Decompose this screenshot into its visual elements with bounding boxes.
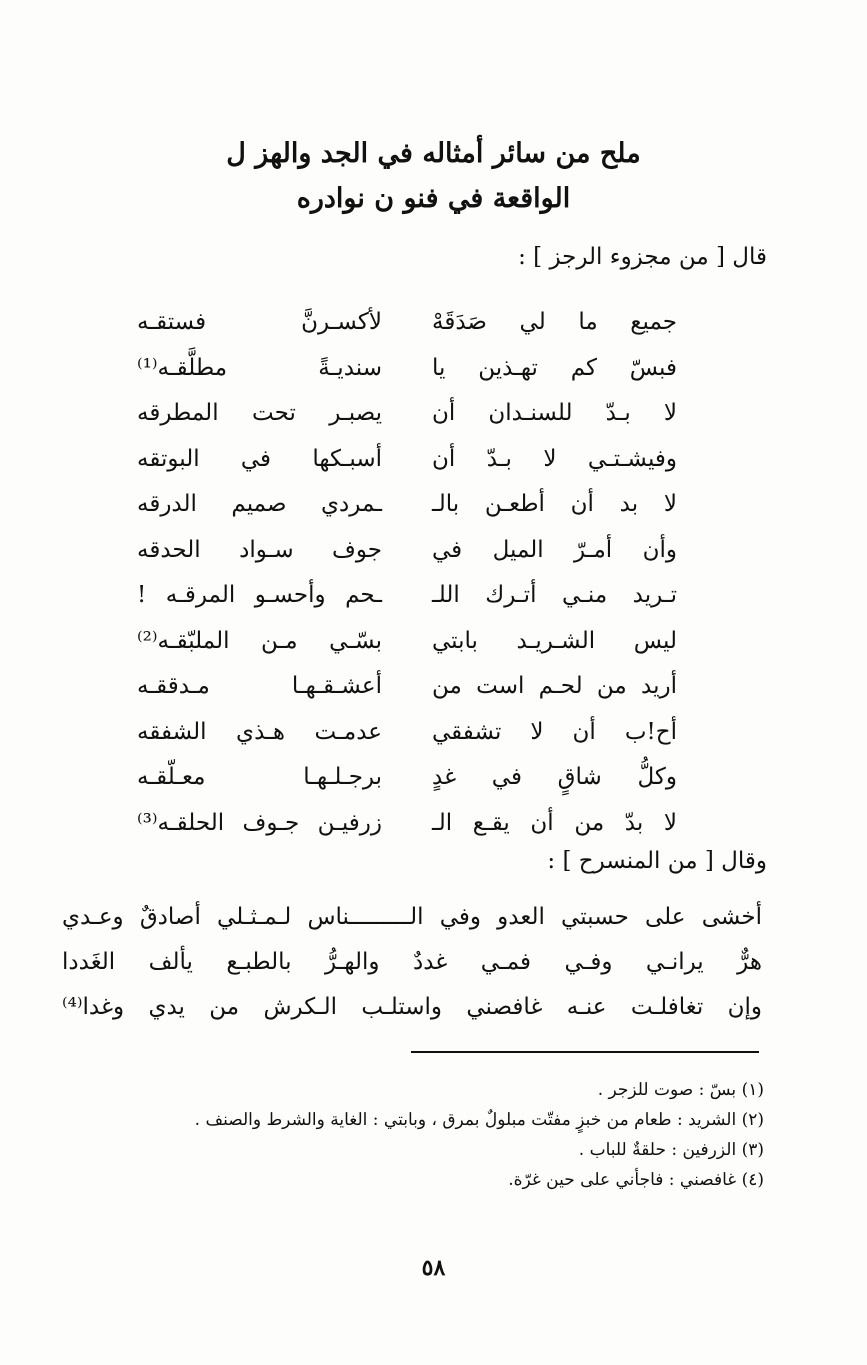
verse-second-hemistich: يصبـر تحت المطرقه [137, 400, 382, 426]
chapter-title-line-2: الواقعة في فنو ن نوادره [296, 183, 571, 214]
footnotes [64, 1075, 764, 1195]
poem2-line: هرٌّ يرانـي وفـي فمـي غددٌ والهـرُّ بالطبـع يألف الغَددا [62, 949, 762, 975]
footnote: (٢) الشريد : طعام من خبزٍ مفتّت مبلولٌ بمرق ، وبابتي : الغاية والشرط والصنف . [194, 1110, 764, 1130]
verse [137, 528, 677, 574]
verse-first-hemistich: لا بد أن أطعـن بالـ [432, 491, 677, 517]
verse [137, 573, 677, 619]
poem2-verses [62, 895, 762, 1030]
verse-first-hemistich: لا بـدّ للسنـدان أن [432, 400, 677, 426]
poem1-intro: قال [ من مجزوء الرجز ] : [518, 244, 767, 270]
verse-second-hemistich: جوف سـواد الحدقه [137, 536, 382, 563]
poem2-line: وإن تغافلـت عنـه غافصني واستلـب الـكرش من يدي وغدا⁽⁴⁾ [62, 994, 762, 1020]
poem2-line: أخشى على حسبتي العدو وفي الـــــــــناس لـمـثـلي أصادقٌ وعـدي [62, 904, 762, 930]
verse-first-hemistich: جميع ما لي صَدَقَهْ [432, 309, 677, 335]
verse [137, 300, 677, 346]
verse-second-hemistich: لأكسـرنَّ فستقـه [137, 309, 382, 335]
verse [137, 710, 677, 756]
verse-first-hemistich: لا بدّ من أن يقـع الـ [432, 809, 677, 836]
verse-second-hemistich: ـحم وأحسـو المرقـه ! [137, 582, 382, 608]
verse [137, 664, 677, 710]
poem1-verses [137, 300, 677, 846]
verse-first-hemistich: ليس الشـريـد بابتي [432, 627, 677, 654]
verse-first-hemistich: تـريد منـي أتـرك اللـ [432, 582, 677, 608]
verse-first-hemistich: أريد من لحـم است من [432, 673, 677, 699]
verse-second-hemistich: برجـلـهـا معـلّقـه [137, 764, 382, 790]
verse [137, 619, 677, 665]
verse [137, 391, 677, 437]
poem2-intro: وقال [ من المنسرح ] : [547, 848, 767, 874]
verse [137, 482, 677, 528]
verse-second-hemistich: أعشـقـهـا مـدققـه [137, 673, 382, 699]
page-number: ٥٨ [421, 1255, 446, 1281]
chapter-title-line-1: ملح من سائر أمثاله في الجد والهز ل [226, 138, 641, 169]
footnote-divider [411, 1051, 759, 1053]
verse-first-hemistich: وفيشـتـي لا بـدّ أن [432, 445, 677, 472]
verse-second-hemistich: ـمردي صميم الدرقه [137, 491, 382, 517]
verse-second-hemistich: أسبـكها في البوتقه [137, 445, 382, 472]
footnote: (٤) غافصني : فاجأني على حين غرّة. [508, 1170, 764, 1190]
verse-second-hemistich: بسّـي مـن الملبّقـه⁽²⁾ [137, 627, 382, 654]
verse [137, 437, 677, 483]
verse-first-hemistich: أح!ب أن لا تشفقي [432, 718, 677, 745]
verse-second-hemistich: عدمـت هـذي الشفقه [137, 718, 382, 745]
verse [137, 801, 677, 847]
verse-second-hemistich: زرفيـن جـوف الحلقـه⁽³⁾ [137, 809, 382, 836]
verse-first-hemistich: وكلُّ شاقٍ في غدٍ [432, 764, 677, 790]
verse [137, 346, 677, 392]
verse-first-hemistich: فبسّ كم تهـذين يا [432, 354, 677, 381]
verse-first-hemistich: وأن أمـرّ الميل في [432, 536, 677, 563]
footnote: (١) بسّ : صوت للزجر . [597, 1080, 764, 1100]
verse [137, 755, 677, 801]
footnote: (٣) الزرفين : حلقةٌ للباب . [578, 1140, 764, 1160]
verse-second-hemistich: سنديـةً مطلَّقـه⁽¹⁾ [137, 354, 382, 381]
